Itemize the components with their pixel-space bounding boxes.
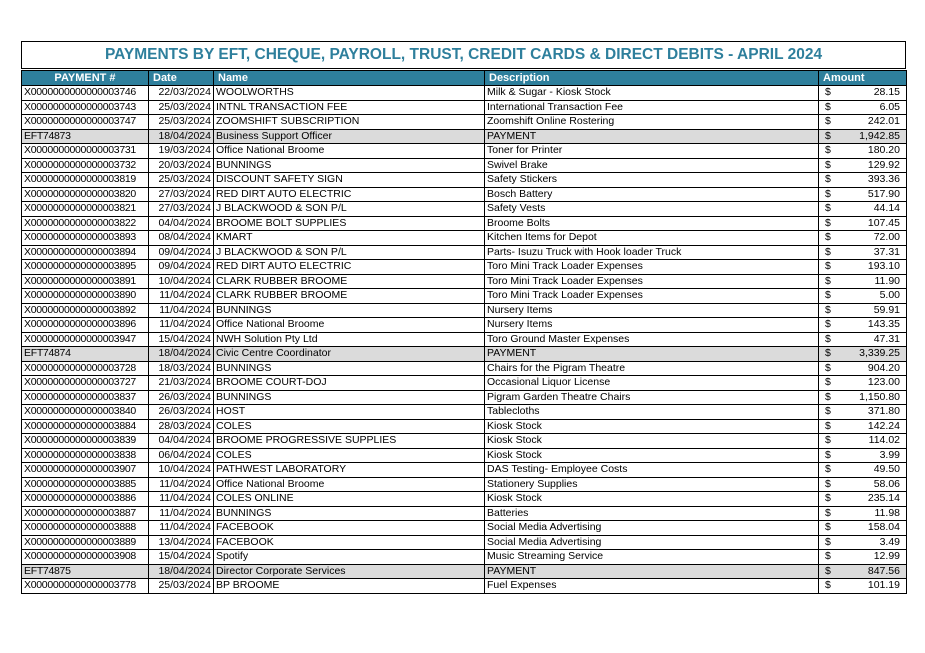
description-cell: Parts- Isuzu Truck with Hook loader Truck [485, 245, 819, 260]
payment-number-cell: X0000000000000003908 [22, 550, 149, 565]
table-row [22, 187, 907, 202]
payment-number-cell: X0000000000000003743 [22, 100, 149, 115]
payment-number-cell: X0000000000000003889 [22, 535, 149, 550]
amount-value: 242.01 [867, 115, 900, 127]
amount-cell [819, 129, 907, 144]
payment-number-cell: X0000000000000003885 [22, 477, 149, 492]
name-cell: Civic Centre Coordinator [214, 347, 485, 362]
currency-symbol: $ [825, 535, 831, 548]
amount-value: 59.91 [873, 303, 900, 316]
table-row [22, 376, 907, 391]
name-cell: Office National Broome [214, 477, 485, 492]
payment-number-cell: EFT74873 [22, 129, 149, 144]
table-row [22, 521, 907, 536]
date-cell: 25/03/2024 [149, 579, 214, 594]
description-cell: Nursery Items [485, 303, 819, 318]
date-cell: 22/03/2024 [149, 86, 214, 101]
column-header-description: Description [485, 71, 819, 86]
amount-cell [819, 274, 907, 289]
description-cell: Social Media Advertising [485, 521, 819, 536]
name-cell: HOST [214, 405, 485, 420]
date-cell: 11/04/2024 [149, 521, 214, 536]
amount-value: 3.99 [879, 448, 900, 461]
table-row [22, 144, 907, 159]
description-cell: Toro Mini Track Loader Expenses [485, 260, 819, 275]
table-row [22, 245, 907, 260]
amount-cell [819, 245, 907, 260]
name-cell: Business Support Officer [214, 129, 485, 144]
description-cell: Milk & Sugar - Kiosk Stock [485, 86, 819, 101]
description-cell: Safety Stickers [485, 173, 819, 188]
payment-number-cell: X0000000000000003819 [22, 173, 149, 188]
payment-number-cell: X0000000000000003727 [22, 376, 149, 391]
amount-value: 107.45 [867, 216, 900, 229]
amount-cell [819, 434, 907, 449]
date-cell: 28/03/2024 [149, 419, 214, 434]
currency-symbol: $ [825, 564, 831, 577]
date-cell: 09/04/2024 [149, 260, 214, 275]
amount-value: 37.31 [873, 245, 900, 258]
description-cell: Toro Mini Track Loader Expenses [485, 274, 819, 289]
amount-value: 904.20 [867, 361, 900, 374]
description-cell: Toner for Printer [485, 144, 819, 159]
amount-cell [819, 187, 907, 202]
date-cell: 04/04/2024 [149, 434, 214, 449]
amount-value: 6.05 [879, 100, 900, 113]
table-row [22, 318, 907, 333]
amount-cell [819, 550, 907, 565]
description-cell: PAYMENT [485, 129, 819, 144]
date-cell: 18/03/2024 [149, 361, 214, 376]
amount-value: 235.14 [867, 492, 900, 504]
amount-cell [819, 579, 907, 594]
amount-cell [819, 390, 907, 405]
date-cell: 20/03/2024 [149, 158, 214, 173]
amount-value: 1,942.85 [859, 129, 900, 142]
amount-value: 47.31 [873, 332, 900, 345]
name-cell: BUNNINGS [214, 506, 485, 521]
name-cell: BUNNINGS [214, 390, 485, 405]
currency-symbol: $ [825, 376, 831, 388]
currency-symbol: $ [825, 332, 831, 345]
payment-number-cell: X0000000000000003891 [22, 274, 149, 289]
payment-number-cell: X0000000000000003887 [22, 506, 149, 521]
table-row [22, 173, 907, 188]
currency-symbol: $ [825, 115, 831, 127]
description-cell: Pigram Garden Theatre Chairs [485, 390, 819, 405]
currency-symbol: $ [825, 173, 831, 185]
table-row [22, 231, 907, 246]
name-cell: Spotify [214, 550, 485, 565]
payment-number-cell: X0000000000000003888 [22, 521, 149, 536]
payment-number-cell: X0000000000000003840 [22, 405, 149, 420]
description-cell: Bosch Battery [485, 187, 819, 202]
currency-symbol: $ [825, 260, 831, 272]
currency-symbol: $ [825, 129, 831, 142]
date-cell: 10/04/2024 [149, 463, 214, 478]
currency-symbol: $ [825, 492, 831, 504]
description-cell: Kitchen Items for Depot [485, 231, 819, 246]
date-cell: 26/03/2024 [149, 405, 214, 420]
currency-symbol: $ [825, 405, 831, 417]
name-cell: Director Corporate Services [214, 564, 485, 579]
currency-symbol: $ [825, 347, 831, 359]
table-row [22, 477, 907, 492]
payments-table [21, 70, 907, 594]
payment-number-cell: X0000000000000003896 [22, 318, 149, 333]
name-cell: RED DIRT AUTO ELECTRIC [214, 260, 485, 275]
date-cell: 08/04/2024 [149, 231, 214, 246]
name-cell: Office National Broome [214, 144, 485, 159]
date-cell: 11/04/2024 [149, 506, 214, 521]
description-cell: Fuel Expenses [485, 579, 819, 594]
table-row [22, 260, 907, 275]
description-cell: Swivel Brake [485, 158, 819, 173]
table-row [22, 216, 907, 231]
amount-value: 180.20 [867, 144, 900, 156]
name-cell: J BLACKWOOD & SON P/L [214, 245, 485, 260]
currency-symbol: $ [825, 274, 831, 287]
date-cell: 26/03/2024 [149, 390, 214, 405]
currency-symbol: $ [825, 303, 831, 316]
table-row [22, 434, 907, 449]
currency-symbol: $ [825, 419, 831, 432]
currency-symbol: $ [825, 100, 831, 113]
currency-symbol: $ [825, 463, 831, 475]
date-cell: 15/04/2024 [149, 550, 214, 565]
currency-symbol: $ [825, 521, 831, 533]
date-cell: 15/04/2024 [149, 332, 214, 347]
amount-value: 11.98 [874, 506, 900, 519]
table-row [22, 289, 907, 304]
description-cell: Kiosk Stock [485, 448, 819, 463]
name-cell: BROOME PROGRESSIVE SUPPLIES [214, 434, 485, 449]
currency-symbol: $ [825, 434, 831, 446]
amount-cell [819, 535, 907, 550]
table-row [22, 332, 907, 347]
table-row [22, 419, 907, 434]
date-cell: 25/03/2024 [149, 100, 214, 115]
table-row [22, 129, 907, 144]
payment-number-cell: X0000000000000003894 [22, 245, 149, 260]
column-header-payment-number: PAYMENT # [22, 71, 149, 86]
payment-number-cell: X0000000000000003822 [22, 216, 149, 231]
description-cell: Nursery Items [485, 318, 819, 333]
description-cell: Tablecloths [485, 405, 819, 420]
name-cell: FACEBOOK [214, 535, 485, 550]
date-cell: 13/04/2024 [149, 535, 214, 550]
table-row [22, 506, 907, 521]
currency-symbol: $ [825, 158, 831, 171]
name-cell: BP BROOME [214, 579, 485, 594]
currency-symbol: $ [825, 448, 831, 461]
amount-cell [819, 419, 907, 434]
amount-value: 58.06 [873, 477, 900, 490]
currency-symbol: $ [825, 579, 831, 591]
currency-symbol: $ [825, 144, 831, 156]
table-row [22, 390, 907, 405]
amount-cell [819, 318, 907, 333]
payment-number-cell: EFT74874 [22, 347, 149, 362]
description-cell: Toro Ground Master Expenses [485, 332, 819, 347]
name-cell: RED DIRT AUTO ELECTRIC [214, 187, 485, 202]
name-cell: FACEBOOK [214, 521, 485, 536]
payment-number-cell: X0000000000000003892 [22, 303, 149, 318]
payment-number-cell: X0000000000000003731 [22, 144, 149, 159]
description-cell: Toro Mini Track Loader Expenses [485, 289, 819, 304]
name-cell: J BLACKWOOD & SON P/L [214, 202, 485, 217]
table-row [22, 100, 907, 115]
payment-number-cell: X0000000000000003839 [22, 434, 149, 449]
table-row [22, 158, 907, 173]
description-cell: Safety Vests [485, 202, 819, 217]
amount-value: 517.90 [867, 187, 900, 200]
amount-cell [819, 521, 907, 536]
currency-symbol: $ [825, 86, 831, 98]
description-cell: DAS Testing- Employee Costs [485, 463, 819, 478]
date-cell: 06/04/2024 [149, 448, 214, 463]
amount-cell [819, 115, 907, 130]
amount-value: 3,339.25 [859, 347, 900, 359]
date-cell: 09/04/2024 [149, 245, 214, 260]
date-cell: 11/04/2024 [149, 477, 214, 492]
amount-value: 193.10 [867, 260, 900, 272]
table-row [22, 550, 907, 565]
amount-cell [819, 100, 907, 115]
payment-number-cell: X0000000000000003884 [22, 419, 149, 434]
name-cell: COLES [214, 448, 485, 463]
amount-cell [819, 260, 907, 275]
payment-number-cell: X0000000000000003837 [22, 390, 149, 405]
amount-cell [819, 231, 907, 246]
description-cell: Stationery Supplies [485, 477, 819, 492]
description-cell: Zoomshift Online Rostering [485, 115, 819, 130]
payment-number-cell: X0000000000000003728 [22, 361, 149, 376]
amount-value: 114.02 [868, 434, 900, 446]
amount-value: 371.80 [867, 405, 900, 417]
amount-cell [819, 361, 907, 376]
amount-value: 393.36 [867, 173, 900, 185]
description-cell: Broome Bolts [485, 216, 819, 231]
description-cell: Music Streaming Service [485, 550, 819, 565]
amount-value: 28.15 [873, 86, 900, 98]
amount-value: 49.50 [873, 463, 900, 475]
payment-number-cell: X0000000000000003886 [22, 492, 149, 507]
payment-number-cell: X0000000000000003890 [22, 289, 149, 304]
description-cell: International Transaction Fee [485, 100, 819, 115]
currency-symbol: $ [825, 550, 831, 562]
name-cell: CLARK RUBBER BROOME [214, 274, 485, 289]
amount-cell [819, 477, 907, 492]
amount-cell [819, 332, 907, 347]
date-cell: 11/04/2024 [149, 492, 214, 507]
name-cell: BROOME COURT-DOJ [214, 376, 485, 391]
table-row [22, 564, 907, 579]
amount-value: 1,150.80 [859, 390, 900, 403]
description-cell: Kiosk Stock [485, 492, 819, 507]
date-cell: 19/03/2024 [149, 144, 214, 159]
amount-cell [819, 303, 907, 318]
column-header-name: Name [214, 71, 485, 86]
payment-number-cell: X0000000000000003820 [22, 187, 149, 202]
payment-number-cell: X0000000000000003821 [22, 202, 149, 217]
date-cell: 21/03/2024 [149, 376, 214, 391]
currency-symbol: $ [825, 318, 831, 330]
date-cell: 11/04/2024 [149, 303, 214, 318]
column-header-amount: Amount [819, 71, 907, 86]
name-cell: KMART [214, 231, 485, 246]
table-row [22, 448, 907, 463]
description-cell: Batteries [485, 506, 819, 521]
payment-number-cell: X0000000000000003895 [22, 260, 149, 275]
currency-symbol: $ [825, 202, 831, 214]
amount-value: 44.14 [873, 202, 900, 214]
amount-value: 101.19 [867, 579, 900, 591]
amount-cell [819, 289, 907, 304]
name-cell: NWH Solution Pty Ltd [214, 332, 485, 347]
amount-value: 11.90 [874, 274, 900, 287]
amount-cell [819, 405, 907, 420]
date-cell: 27/03/2024 [149, 202, 214, 217]
description-cell: Kiosk Stock [485, 419, 819, 434]
amount-cell [819, 448, 907, 463]
description-cell: PAYMENT [485, 564, 819, 579]
table-row [22, 405, 907, 420]
amount-cell [819, 347, 907, 362]
table-row [22, 303, 907, 318]
date-cell: 25/03/2024 [149, 115, 214, 130]
currency-symbol: $ [825, 187, 831, 200]
report-title: PAYMENTS BY EFT, CHEQUE, PAYROLL, TRUST, CREDIT CARDS & DIRECT DEBITS - APRIL 2024 [21, 41, 906, 69]
currency-symbol: $ [825, 245, 831, 258]
table-row [22, 115, 907, 130]
amount-cell [819, 86, 907, 101]
date-cell: 18/04/2024 [149, 129, 214, 144]
column-header-date: Date [149, 71, 214, 86]
name-cell: COLES [214, 419, 485, 434]
amount-value: 142.24 [867, 419, 900, 432]
currency-symbol: $ [825, 390, 831, 403]
date-cell: 18/04/2024 [149, 347, 214, 362]
payment-number-cell: X0000000000000003747 [22, 115, 149, 130]
payment-number-cell: X0000000000000003732 [22, 158, 149, 173]
date-cell: 11/04/2024 [149, 289, 214, 304]
amount-value: 158.04 [867, 521, 900, 533]
amount-value: 847.56 [867, 564, 900, 577]
table-row [22, 202, 907, 217]
amount-cell [819, 564, 907, 579]
table-body [22, 86, 907, 594]
table-row [22, 347, 907, 362]
amount-cell [819, 158, 907, 173]
amount-value: 72.00 [873, 231, 900, 243]
amount-value: 129.92 [867, 158, 900, 171]
payment-number-cell: X0000000000000003746 [22, 86, 149, 101]
payment-number-cell: X0000000000000003907 [22, 463, 149, 478]
name-cell: COLES ONLINE [214, 492, 485, 507]
amount-value: 5.00 [879, 289, 900, 301]
amount-value: 12.99 [873, 550, 900, 562]
table-row [22, 86, 907, 101]
table-row [22, 361, 907, 376]
name-cell: WOOLWORTHS [214, 86, 485, 101]
date-cell: 25/03/2024 [149, 173, 214, 188]
name-cell: PATHWEST LABORATORY [214, 463, 485, 478]
payment-number-cell: EFT74875 [22, 564, 149, 579]
name-cell: ZOOMSHIFT SUBSCRIPTION [214, 115, 485, 130]
date-cell: 18/04/2024 [149, 564, 214, 579]
table-row [22, 492, 907, 507]
name-cell: Office National Broome [214, 318, 485, 333]
description-cell: PAYMENT [485, 347, 819, 362]
name-cell: CLARK RUBBER BROOME [214, 289, 485, 304]
amount-cell [819, 144, 907, 159]
payments-report [21, 41, 906, 594]
date-cell: 04/04/2024 [149, 216, 214, 231]
name-cell: INTNL TRANSACTION FEE [214, 100, 485, 115]
payment-number-cell: X0000000000000003778 [22, 579, 149, 594]
table-header-row [22, 71, 907, 86]
table-row [22, 579, 907, 594]
amount-cell [819, 376, 907, 391]
amount-cell [819, 463, 907, 478]
name-cell: BUNNINGS [214, 361, 485, 376]
amount-cell [819, 202, 907, 217]
amount-cell [819, 173, 907, 188]
currency-symbol: $ [825, 231, 831, 243]
currency-symbol: $ [825, 477, 831, 490]
currency-symbol: $ [825, 361, 831, 374]
amount-value: 3.49 [879, 535, 900, 548]
name-cell: BUNNINGS [214, 303, 485, 318]
table-row [22, 463, 907, 478]
currency-symbol: $ [825, 506, 831, 519]
date-cell: 10/04/2024 [149, 274, 214, 289]
amount-value: 123.00 [867, 376, 900, 388]
description-cell: Kiosk Stock [485, 434, 819, 449]
currency-symbol: $ [825, 289, 831, 301]
payment-number-cell: X0000000000000003947 [22, 332, 149, 347]
table-row [22, 535, 907, 550]
payment-number-cell: X0000000000000003838 [22, 448, 149, 463]
name-cell: DISCOUNT SAFETY SIGN [214, 173, 485, 188]
amount-cell [819, 492, 907, 507]
name-cell: BUNNINGS [214, 158, 485, 173]
description-cell: Social Media Advertising [485, 535, 819, 550]
name-cell: BROOME BOLT SUPPLIES [214, 216, 485, 231]
payment-number-cell: X0000000000000003893 [22, 231, 149, 246]
date-cell: 11/04/2024 [149, 318, 214, 333]
amount-cell [819, 506, 907, 521]
amount-cell [819, 216, 907, 231]
amount-value: 143.35 [867, 318, 900, 330]
currency-symbol: $ [825, 216, 831, 229]
description-cell: Chairs for the Pigram Theatre [485, 361, 819, 376]
table-row [22, 274, 907, 289]
date-cell: 27/03/2024 [149, 187, 214, 202]
description-cell: Occasional Liquor License [485, 376, 819, 391]
